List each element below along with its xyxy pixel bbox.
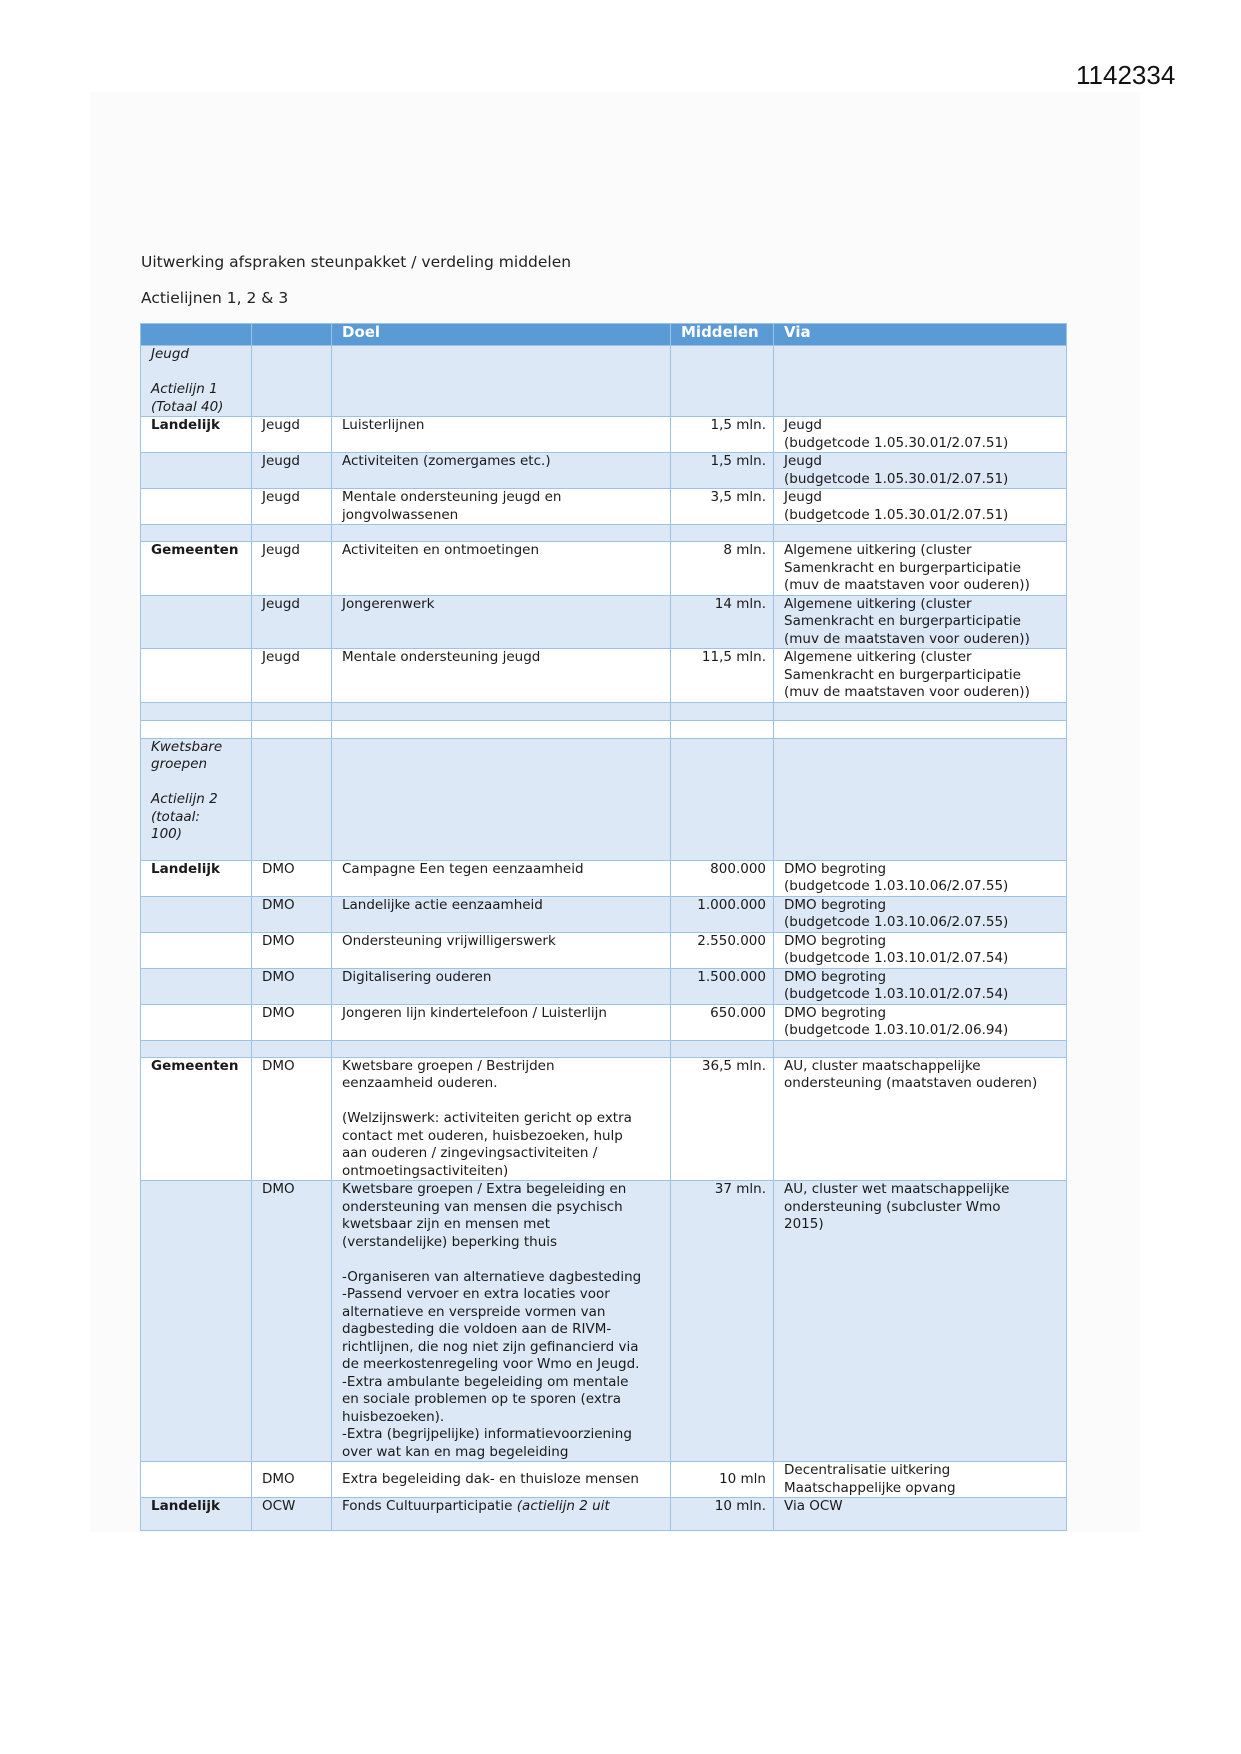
spacer-cell — [774, 702, 1067, 720]
via-cell: Algemene uitkering (cluster Samenkracht en burgerparticipatie (muv de maatstaven voor ouderen)) — [774, 595, 1067, 649]
via-cell: Jeugd (budgetcode 1.05.30.01/2.07.51) — [774, 417, 1067, 453]
spacer-cell — [252, 702, 332, 720]
document-title: Uitwerking afspraken steunpakket / verdeling middelen — [141, 253, 572, 271]
middelen-cell: 1.500.000 — [671, 968, 774, 1004]
doel-cell: Landelijke actie eenzaamheid — [332, 896, 671, 932]
doel-cell: Kwetsbare groepen / Bestrijden eenzaamheid ouderen. (Welzijnswerk: activiteiten gericht op extra contact met ouderen, huisbezoeken, hulp aan ouderen / zingevingsactiviteiten / ontmoetingsactiviteiten) — [332, 1057, 671, 1181]
middelen-cell: 36,5 mln. — [671, 1057, 774, 1181]
organisation-cell — [252, 738, 332, 860]
header-doel: Doel — [332, 324, 671, 346]
table-row — [141, 649, 1067, 703]
table-row — [141, 1057, 1067, 1181]
header-via: Via — [774, 324, 1067, 346]
middelen-cell — [671, 346, 774, 417]
middelen-cell: 1,5 mln. — [671, 453, 774, 489]
region-cell — [141, 1462, 252, 1498]
doel-cell — [332, 346, 671, 417]
middelen-cell: 2.550.000 — [671, 932, 774, 968]
region-cell: Gemeenten — [141, 1057, 252, 1181]
table-row — [141, 595, 1067, 649]
spacer-cell — [332, 1040, 671, 1057]
organisation-cell: DMO — [252, 1181, 332, 1462]
middelen-cell: 3,5 mln. — [671, 489, 774, 525]
spacer-cell — [252, 525, 332, 542]
doel-cell: Digitalisering ouderen — [332, 968, 671, 1004]
organisation-cell — [252, 346, 332, 417]
organisation-cell: DMO — [252, 896, 332, 932]
middelen-cell — [671, 738, 774, 860]
region-cell: Landelijk — [141, 417, 252, 453]
middelen-cell: 37 mln. — [671, 1181, 774, 1462]
organisation-cell: DMO — [252, 860, 332, 896]
allocation-table — [140, 323, 1067, 1531]
region-cell — [141, 1004, 252, 1040]
spacer-cell — [252, 1040, 332, 1057]
spacer-cell — [141, 702, 252, 720]
table-row — [141, 860, 1067, 896]
region-cell: Gemeenten — [141, 542, 252, 596]
table-row — [141, 1181, 1067, 1462]
table-body — [141, 346, 1067, 1531]
doel-text: Fonds Cultuurparticipatie — [342, 1498, 517, 1514]
middelen-cell: 10 mln — [671, 1462, 774, 1498]
middelen-cell: 10 mln. — [671, 1498, 774, 1531]
table-row — [141, 542, 1067, 596]
region-cell — [141, 932, 252, 968]
table-row — [141, 453, 1067, 489]
doel-cell — [332, 738, 671, 860]
region-cell: Landelijk — [141, 1498, 252, 1531]
via-cell: Decentralisatie uitkering Maatschappelijke opvang — [774, 1462, 1067, 1498]
doel-cell: Ondersteuning vrijwilligerswerk — [332, 932, 671, 968]
via-cell: Jeugd (budgetcode 1.05.30.01/2.07.51) — [774, 489, 1067, 525]
organisation-cell: Jeugd — [252, 489, 332, 525]
middelen-cell: 800.000 — [671, 860, 774, 896]
region-cell — [141, 453, 252, 489]
organisation-cell: DMO — [252, 1004, 332, 1040]
via-cell: DMO begroting (budgetcode 1.03.10.01/2.06.94) — [774, 1004, 1067, 1040]
table-row — [141, 896, 1067, 932]
via-cell — [774, 738, 1067, 860]
via-cell: AU, cluster wet maatschappelijke ondersteuning (subcluster Wmo 2015) — [774, 1181, 1067, 1462]
doel-cell: Jongerenwerk — [332, 595, 671, 649]
doel-cell: Mentale ondersteuning jeugd — [332, 649, 671, 703]
spacer-row — [141, 1040, 1067, 1057]
doel-cell — [332, 1498, 671, 1531]
middelen-cell: 8 mln. — [671, 542, 774, 596]
spacer-cell — [671, 525, 774, 542]
via-cell: Via OCW — [774, 1498, 1067, 1531]
table-row — [141, 489, 1067, 525]
document-id: 1142334 — [1076, 60, 1176, 90]
header-organisation — [252, 324, 332, 346]
region-cell: Jeugd Actielijn 1 (Totaal 40) — [141, 346, 252, 417]
doel-cell: Activiteiten en ontmoetingen — [332, 542, 671, 596]
spacer-cell — [774, 720, 1067, 738]
doel-cell: Jongeren lijn kindertelefoon / Luisterlijn — [332, 1004, 671, 1040]
spacer-cell — [141, 525, 252, 542]
organisation-cell: OCW — [252, 1498, 332, 1531]
via-cell: DMO begroting (budgetcode 1.03.10.06/2.07.55) — [774, 896, 1067, 932]
doel-cell: Campagne Een tegen eenzaamheid — [332, 860, 671, 896]
spacer-cell — [332, 525, 671, 542]
organisation-cell: DMO — [252, 932, 332, 968]
via-cell — [774, 346, 1067, 417]
via-cell: DMO begroting (budgetcode 1.03.10.01/2.07.54) — [774, 968, 1067, 1004]
spacer-row — [141, 525, 1067, 542]
organisation-cell: Jeugd — [252, 453, 332, 489]
spacer-cell — [332, 702, 671, 720]
organisation-cell: Jeugd — [252, 649, 332, 703]
via-cell: AU, cluster maatschappelijke ondersteuning (maatstaven ouderen) — [774, 1057, 1067, 1181]
header-region — [141, 324, 252, 346]
region-cell: Kwetsbare groepen Actielijn 2 (totaal: 100) — [141, 738, 252, 860]
organisation-cell: Jeugd — [252, 417, 332, 453]
document-subtitle: Actielijnen 1, 2 & 3 — [141, 289, 289, 307]
organisation-cell: Jeugd — [252, 595, 332, 649]
doel-cell: Mentale ondersteuning jeugd en jongvolwassenen — [332, 489, 671, 525]
spacer-row — [141, 720, 1067, 738]
spacer-cell — [141, 1040, 252, 1057]
table-header-row — [141, 324, 1067, 346]
table-row — [141, 738, 1067, 860]
region-cell — [141, 595, 252, 649]
spacer-cell — [774, 525, 1067, 542]
spacer-cell — [141, 720, 252, 738]
table-row — [141, 932, 1067, 968]
region-cell — [141, 1181, 252, 1462]
spacer-cell — [671, 702, 774, 720]
via-cell: Algemene uitkering (cluster Samenkracht en burgerparticipatie (muv de maatstaven voor ouderen)) — [774, 649, 1067, 703]
middelen-cell: 11,5 mln. — [671, 649, 774, 703]
doel-cell: Kwetsbare groepen / Extra begeleiding en ondersteuning van mensen die psychisch kwetsbaar zijn en mensen met (verstandelijke) beperking thuis -Organiseren van alternatieve dagbesteding -Passend vervoer en extra locaties voor alternatieve en verspreide vormen van dagbesteding die voldoen aan de RIVM- richtlijnen, die nog niet zijn gefinancierd via de meerkostenregeling voor Wmo en Jeugd. -Extra ambulante begeleiding om mentale en sociale problemen op te sporen (extra huisbezoeken). -Extra (begrijpelijke) informatievoorziening over wat kan en mag begeleiding — [332, 1181, 671, 1462]
via-cell: DMO begroting (budgetcode 1.03.10.01/2.07.54) — [774, 932, 1067, 968]
middelen-cell: 1.000.000 — [671, 896, 774, 932]
table-row — [141, 346, 1067, 417]
doel-cell: Extra begeleiding dak- en thuisloze mensen — [332, 1462, 671, 1498]
spacer-row — [141, 702, 1067, 720]
spacer-cell — [252, 720, 332, 738]
middelen-cell: 650.000 — [671, 1004, 774, 1040]
doel-italic-text: (actielijn 2 uit — [516, 1498, 610, 1514]
region-cell: Landelijk — [141, 860, 252, 896]
table-row — [141, 1462, 1067, 1498]
table-row — [141, 1498, 1067, 1531]
region-cell — [141, 968, 252, 1004]
middelen-cell: 14 mln. — [671, 595, 774, 649]
organisation-cell: DMO — [252, 968, 332, 1004]
doel-cell: Activiteiten (zomergames etc.) — [332, 453, 671, 489]
via-cell: Jeugd (budgetcode 1.05.30.01/2.07.51) — [774, 453, 1067, 489]
spacer-cell — [332, 720, 671, 738]
spacer-cell — [774, 1040, 1067, 1057]
via-cell: Algemene uitkering (cluster Samenkracht en burgerparticipatie (muv de maatstaven voor ouderen)) — [774, 542, 1067, 596]
region-cell — [141, 649, 252, 703]
organisation-cell: DMO — [252, 1057, 332, 1181]
table-row — [141, 1004, 1067, 1040]
header-middelen: Middelen — [671, 324, 774, 346]
via-cell: DMO begroting (budgetcode 1.03.10.06/2.07.55) — [774, 860, 1067, 896]
region-cell — [141, 489, 252, 525]
table-row — [141, 968, 1067, 1004]
region-cell — [141, 896, 252, 932]
doel-cell: Luisterlijnen — [332, 417, 671, 453]
middelen-cell: 1,5 mln. — [671, 417, 774, 453]
organisation-cell: Jeugd — [252, 542, 332, 596]
spacer-cell — [671, 1040, 774, 1057]
spacer-cell — [671, 720, 774, 738]
organisation-cell: DMO — [252, 1462, 332, 1498]
table-row — [141, 417, 1067, 453]
